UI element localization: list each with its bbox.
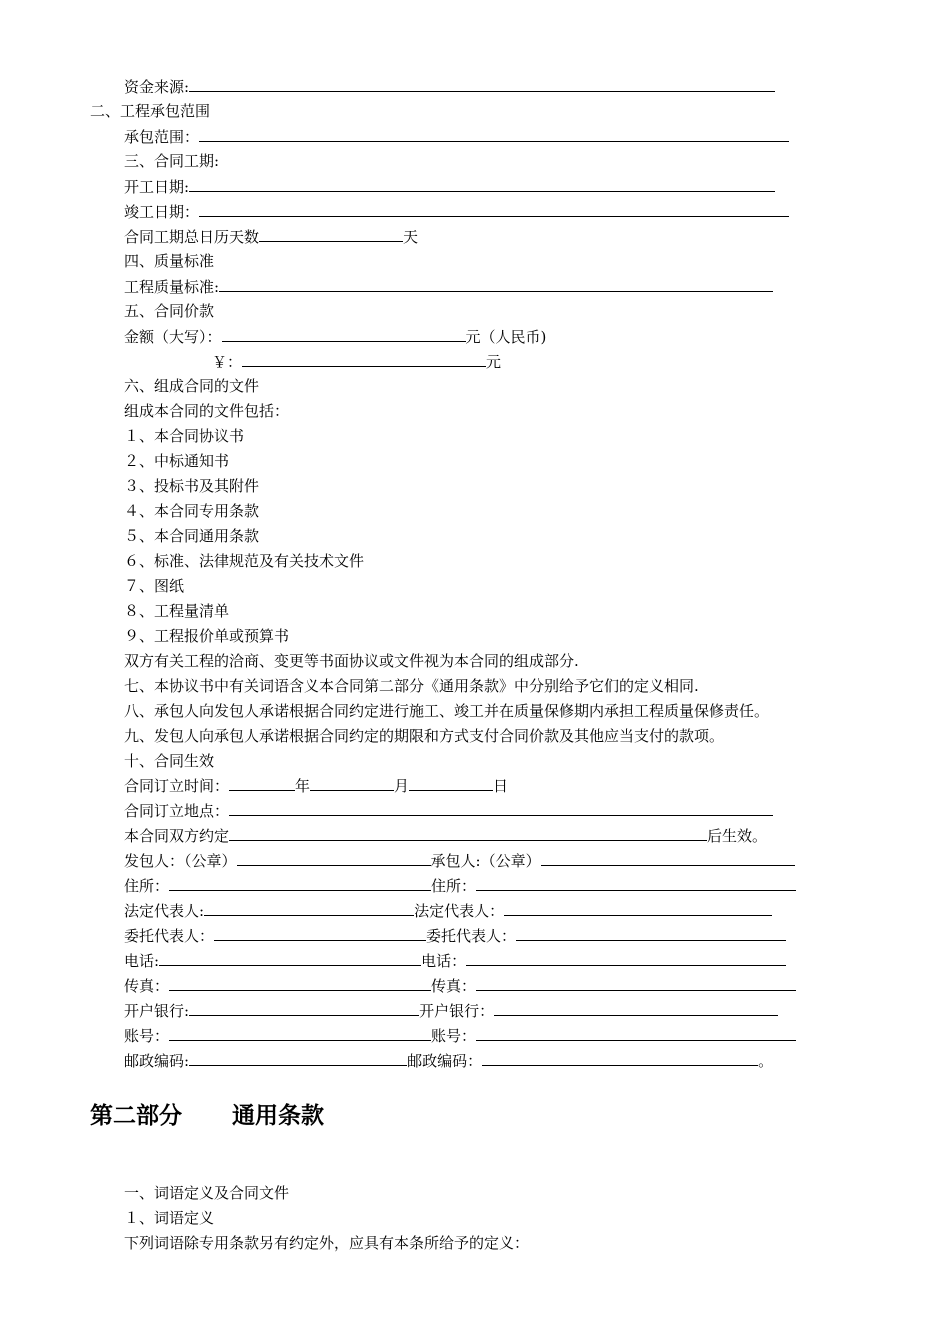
day-blank <box>409 775 493 791</box>
doc-item-6: ６、标准、法律规范及有关技术文件 <box>124 552 365 570</box>
fax-blank-left <box>169 975 431 991</box>
end-date-line <box>124 201 789 222</box>
legal-rep-label-right: 法定代表人： <box>414 902 505 920</box>
effective-prefix: 本合同双方约定 <box>124 827 230 845</box>
section-4-title: 四、质量标准 <box>124 252 215 270</box>
legal-rep-line <box>124 900 772 921</box>
postal-end: 。 <box>758 1052 774 1070</box>
bank-label-left: 开户银行: <box>124 1002 190 1020</box>
end-date-blank <box>199 201 789 217</box>
postal-blank-left <box>189 1050 407 1066</box>
sign-time-label: 合同订立时间： <box>124 777 230 795</box>
phone-blank-right <box>466 950 786 966</box>
total-days-unit: 天 <box>403 228 419 246</box>
start-date-blank <box>189 176 775 192</box>
funding-source-blank <box>189 76 775 92</box>
bank-blank-left <box>189 1000 419 1016</box>
scope-line <box>124 126 789 147</box>
doc-item-5: ５、本合同通用条款 <box>124 527 260 545</box>
scope-label: 承包范围： <box>124 128 200 146</box>
doc-item-2: ２、中标通知书 <box>124 452 230 470</box>
agent-line <box>124 925 786 946</box>
section-10-title: 十、合同生效 <box>124 752 215 770</box>
phone-label-right: 电话： <box>421 952 467 970</box>
year-blank <box>229 775 295 791</box>
agent-blank-left <box>214 925 426 941</box>
address-blank-right <box>476 875 796 891</box>
fax-label-left: 传真： <box>124 977 170 995</box>
phone-blank-left <box>159 950 421 966</box>
sign-time-line <box>124 775 508 796</box>
part-2-title: 通用条款 <box>232 1103 324 1129</box>
amount-words-line <box>124 326 546 347</box>
total-days-label: 合同工期总日历天数 <box>124 228 260 246</box>
section-5-title: 五、合同价款 <box>124 302 215 320</box>
doc-item-3: ３、投标书及其附件 <box>124 477 260 495</box>
part-2-section-1: 一、词语定义及合同文件 <box>124 1184 290 1202</box>
total-days-blank <box>259 226 403 242</box>
start-date-label: 开工日期: <box>124 178 190 196</box>
agent-label-right: 委托代表人： <box>426 927 517 945</box>
address-label-right: 住所： <box>431 877 477 895</box>
amount-number-label: ￥： <box>212 353 243 371</box>
start-date-line <box>124 176 775 197</box>
day-text: 日 <box>493 777 509 795</box>
bank-line <box>124 1000 778 1021</box>
account-line <box>124 1025 796 1046</box>
account-blank-right <box>476 1025 796 1041</box>
amount-words-unit: 元（人民币) <box>465 328 547 346</box>
account-blank-left <box>169 1025 431 1041</box>
fax-label-right: 传真： <box>431 977 477 995</box>
doc-item-1: １、本合同协议书 <box>124 427 245 445</box>
bank-label-right: 开户银行： <box>419 1002 495 1020</box>
address-blank-left <box>169 875 431 891</box>
postal-line <box>124 1050 773 1071</box>
quality-line <box>124 276 773 297</box>
employer-line <box>124 850 795 871</box>
month-text: 月 <box>394 777 410 795</box>
agent-label-left: 委托代表人： <box>124 927 215 945</box>
part-2-intro: 下列词语除专用条款另有约定外，应具有本条所给予的定义： <box>124 1234 530 1252</box>
postal-label-right: 邮政编码： <box>407 1052 483 1070</box>
section-9: 九、发包人向承包人承诺根据合同约定的期限和方式支付合同价款及其他应当支付的款项。 <box>124 727 725 745</box>
doc-item-8: ８、工程量清单 <box>124 602 230 620</box>
employer-label: 发包人：（公章） <box>124 852 237 870</box>
amount-words-label: 金额（大写）： <box>124 328 222 346</box>
section-8: 八、承包人向发包人承诺根据合同约定进行施工、竣工并在质量保修期内承担工程质量保修责任。 <box>124 702 770 720</box>
section-3-title: 三、合同工期: <box>124 152 220 170</box>
part-2-heading <box>90 1099 324 1133</box>
sign-place-line <box>124 800 773 821</box>
contractor-label: 承包人:（公章） <box>430 852 541 870</box>
amount-words-blank <box>222 326 466 342</box>
month-blank <box>310 775 394 791</box>
part-2-number: 第二部分 <box>90 1103 182 1129</box>
phone-label-left: 电话: <box>124 952 160 970</box>
year-text: 年 <box>295 777 311 795</box>
agent-blank-right <box>516 925 786 941</box>
section-6-title: 六、组成合同的文件 <box>124 377 260 395</box>
section-2-title: 二、工程承包范围 <box>90 102 211 120</box>
total-days-line <box>124 226 418 247</box>
quality-label: 工程质量标准: <box>124 278 220 296</box>
postal-label-left: 邮政编码: <box>124 1052 190 1070</box>
docs-intro: 组成本合同的文件包括： <box>124 402 290 420</box>
address-label-left: 住所： <box>124 877 170 895</box>
phone-line <box>124 950 786 971</box>
fax-line <box>124 975 796 996</box>
effective-line <box>124 825 767 846</box>
scope-blank <box>199 126 789 142</box>
fax-blank-right <box>476 975 796 991</box>
contractor-blank <box>541 850 795 866</box>
amount-number-unit: 元 <box>486 353 502 371</box>
employer-blank <box>237 850 431 866</box>
postal-blank-right <box>482 1050 758 1066</box>
sign-place-label: 合同订立地点： <box>124 802 230 820</box>
sign-place-blank <box>229 800 773 816</box>
part-2-subsection-1: １、词语定义 <box>124 1209 215 1227</box>
effective-blank <box>229 825 707 841</box>
docs-note: 双方有关工程的洽商、变更等书面协议或文件视为本合同的组成部分. <box>124 652 579 670</box>
amount-number-blank <box>242 351 486 367</box>
legal-rep-blank-right <box>504 900 772 916</box>
quality-blank <box>219 276 773 292</box>
funding-source-line <box>124 76 775 97</box>
address-line <box>124 875 796 896</box>
amount-number-line <box>212 351 501 372</box>
account-label-right: 账号： <box>431 1027 477 1045</box>
doc-item-4: ４、本合同专用条款 <box>124 502 260 520</box>
section-7: 七、本协议书中有关词语含义本合同第二部分《通用条款》中分别给予它们的定义相同. <box>124 677 699 695</box>
bank-blank-right <box>494 1000 778 1016</box>
effective-suffix: 后生效。 <box>707 827 768 845</box>
end-date-label: 竣工日期： <box>124 203 200 221</box>
funding-source-label: 资金来源: <box>124 78 190 96</box>
account-label-left: 账号： <box>124 1027 170 1045</box>
doc-item-7: ７、图纸 <box>124 577 185 595</box>
legal-rep-blank-left <box>204 900 414 916</box>
legal-rep-label-left: 法定代表人: <box>124 902 205 920</box>
doc-item-9: ９、工程报价单或预算书 <box>124 627 290 645</box>
